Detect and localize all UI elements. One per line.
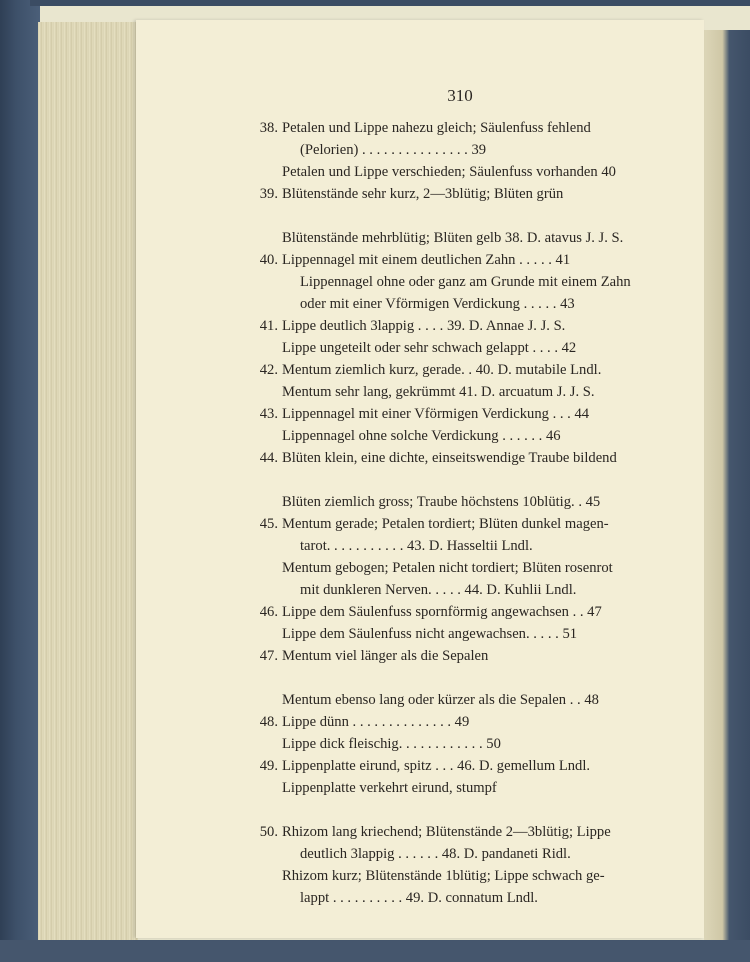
- key-text: Rhizom lang kriechend; Blütenstände 2—3blütig; Lippe: [282, 824, 611, 840]
- book-cover-left: [0, 0, 40, 962]
- entry-number: 43.: [259, 406, 278, 422]
- key-line: [282, 426, 561, 446]
- key-line: [282, 162, 616, 182]
- page-edges: [38, 22, 138, 942]
- key-text: Lippe dem Säulenfuss spornförmig angewachsen . . 47: [282, 604, 602, 620]
- page-number: 310: [447, 86, 473, 105]
- key-line: [300, 536, 533, 556]
- key-line: [259, 602, 602, 622]
- key-line: [282, 382, 595, 402]
- key-line: [282, 624, 577, 644]
- key-text: Lippe ungeteilt oder sehr schwach gelappt . . . . 42: [282, 340, 577, 356]
- key-line: [259, 118, 591, 138]
- book-cover-top: [30, 0, 750, 6]
- key-line: [259, 404, 590, 424]
- key-text: Rhizom kurz; Blütenstände 1blütig; Lippe schwach ge-: [282, 868, 605, 884]
- key-text: mit dunkleren Nerven. . . . . 44. D. Kuhlii Lndl.: [300, 582, 577, 598]
- key-text: Mentum viel länger als die Sepalen: [282, 648, 489, 664]
- key-text: Lippe dick fleischig. . . . . . . . . . . . 50: [282, 736, 501, 752]
- key-line: [282, 690, 599, 710]
- key-line: [259, 316, 566, 336]
- entry-number: 38.: [259, 120, 278, 136]
- key-text: Lippe dünn . . . . . . . . . . . . . . 49: [282, 714, 470, 730]
- key-text: oder mit einer Vförmigen Verdickung . . . . . 43: [300, 296, 575, 312]
- key-line: [259, 360, 602, 380]
- key-text: Lippe deutlich 3lappig . . . . 39. D. Annae J. J. S.: [282, 318, 566, 334]
- key-text: Mentum ebenso lang oder kürzer als die Sepalen . . 48: [282, 692, 599, 708]
- key-text: Blüten ziemlich gross; Traube höchstens 10blütig. . 45: [282, 494, 601, 510]
- key-text: Petalen und Lippe nahezu gleich; Säulenfuss fehlend: [282, 120, 591, 136]
- key-line: [282, 734, 501, 754]
- key-text: Blütenstände mehrblütig; Blüten gelb 38. D. atavus J. J. S.: [282, 230, 624, 246]
- key-text: Mentum gerade; Petalen tordiert; Blüten dunkel magen-: [282, 516, 609, 532]
- key-text: Mentum gebogen; Petalen nicht tordiert; Blüten rosenrot: [282, 560, 613, 576]
- entry-number: 47.: [259, 648, 278, 664]
- key-line: [282, 492, 600, 512]
- key-line: [300, 844, 571, 864]
- entry-number: 44.: [259, 450, 278, 466]
- key-text: Petalen und Lippe verschieden; Säulenfuss vorhanden 40: [282, 164, 616, 180]
- key-line: [300, 294, 575, 314]
- book-edge-right: [704, 30, 750, 942]
- key-text: (Pelorien) . . . . . . . . . . . . . . . 39: [300, 142, 487, 158]
- key-text: Lippenplatte verkehrt eirund, stumpf: [282, 780, 497, 796]
- key-line: [282, 558, 613, 578]
- key-text: deutlich 3lappig . . . . . . 48. D. pandaneti Ridl.: [300, 846, 571, 862]
- key-line: [282, 228, 623, 248]
- key-text: Lippennagel mit einer Vförmigen Verdickung . . . 44: [282, 406, 590, 422]
- key-line: [259, 250, 571, 270]
- key-text: Blüten klein, eine dichte, einseitswendige Traube bildend: [282, 450, 617, 466]
- key-line: [282, 338, 576, 358]
- key-text: Mentum ziemlich kurz, gerade. . 40. D. mutabile Lndl.: [282, 362, 602, 378]
- key-line: [259, 514, 609, 534]
- key-text: lappt . . . . . . . . . . 49. D. connatum Lndl.: [300, 890, 538, 906]
- key-line: [259, 756, 591, 776]
- entry-number: 42.: [259, 362, 278, 378]
- key-text: Lippennagel mit einem deutlichen Zahn . . . . . 41: [282, 252, 571, 268]
- key-text: Lippennagel ohne oder ganz am Grunde mit einem Zahn: [300, 274, 631, 290]
- key-line: [259, 448, 617, 468]
- key-text: Blütenstände sehr kurz, 2—3blütig; Blüten grün: [282, 186, 564, 202]
- entry-number: 49.: [259, 758, 278, 774]
- key-text: Lippennagel ohne solche Verdickung . . . . . . 46: [282, 428, 561, 444]
- book-cover-bottom: [0, 940, 750, 962]
- key-line: [300, 888, 538, 908]
- key-line: [300, 272, 631, 292]
- key-text: tarot. . . . . . . . . . . 43. D. Hasseltii Lndl.: [300, 538, 533, 554]
- entry-number: 39.: [259, 186, 278, 202]
- key-line: [282, 866, 605, 886]
- entry-number: 41.: [259, 318, 278, 334]
- key-line: [259, 646, 489, 666]
- entry-number: 40.: [259, 252, 278, 268]
- key-line: [282, 778, 497, 798]
- entry-number: 50.: [259, 824, 278, 840]
- key-line: [259, 712, 470, 732]
- entry-number: 45.: [259, 516, 278, 532]
- entry-number: 46.: [259, 604, 278, 620]
- key-line: [300, 140, 486, 160]
- key-line: [300, 580, 576, 600]
- key-line: [259, 822, 611, 842]
- key-text: Lippenplatte eirund, spitz . . . 46. D. gemellum Lndl.: [282, 758, 591, 774]
- key-line: [259, 184, 564, 204]
- key-text: Lippe dem Säulenfuss nicht angewachsen. . . . . 51: [282, 626, 578, 642]
- key-text: Mentum sehr lang, gekrümmt 41. D. arcuatum J. J. S.: [282, 384, 595, 400]
- entry-number: 48.: [259, 714, 278, 730]
